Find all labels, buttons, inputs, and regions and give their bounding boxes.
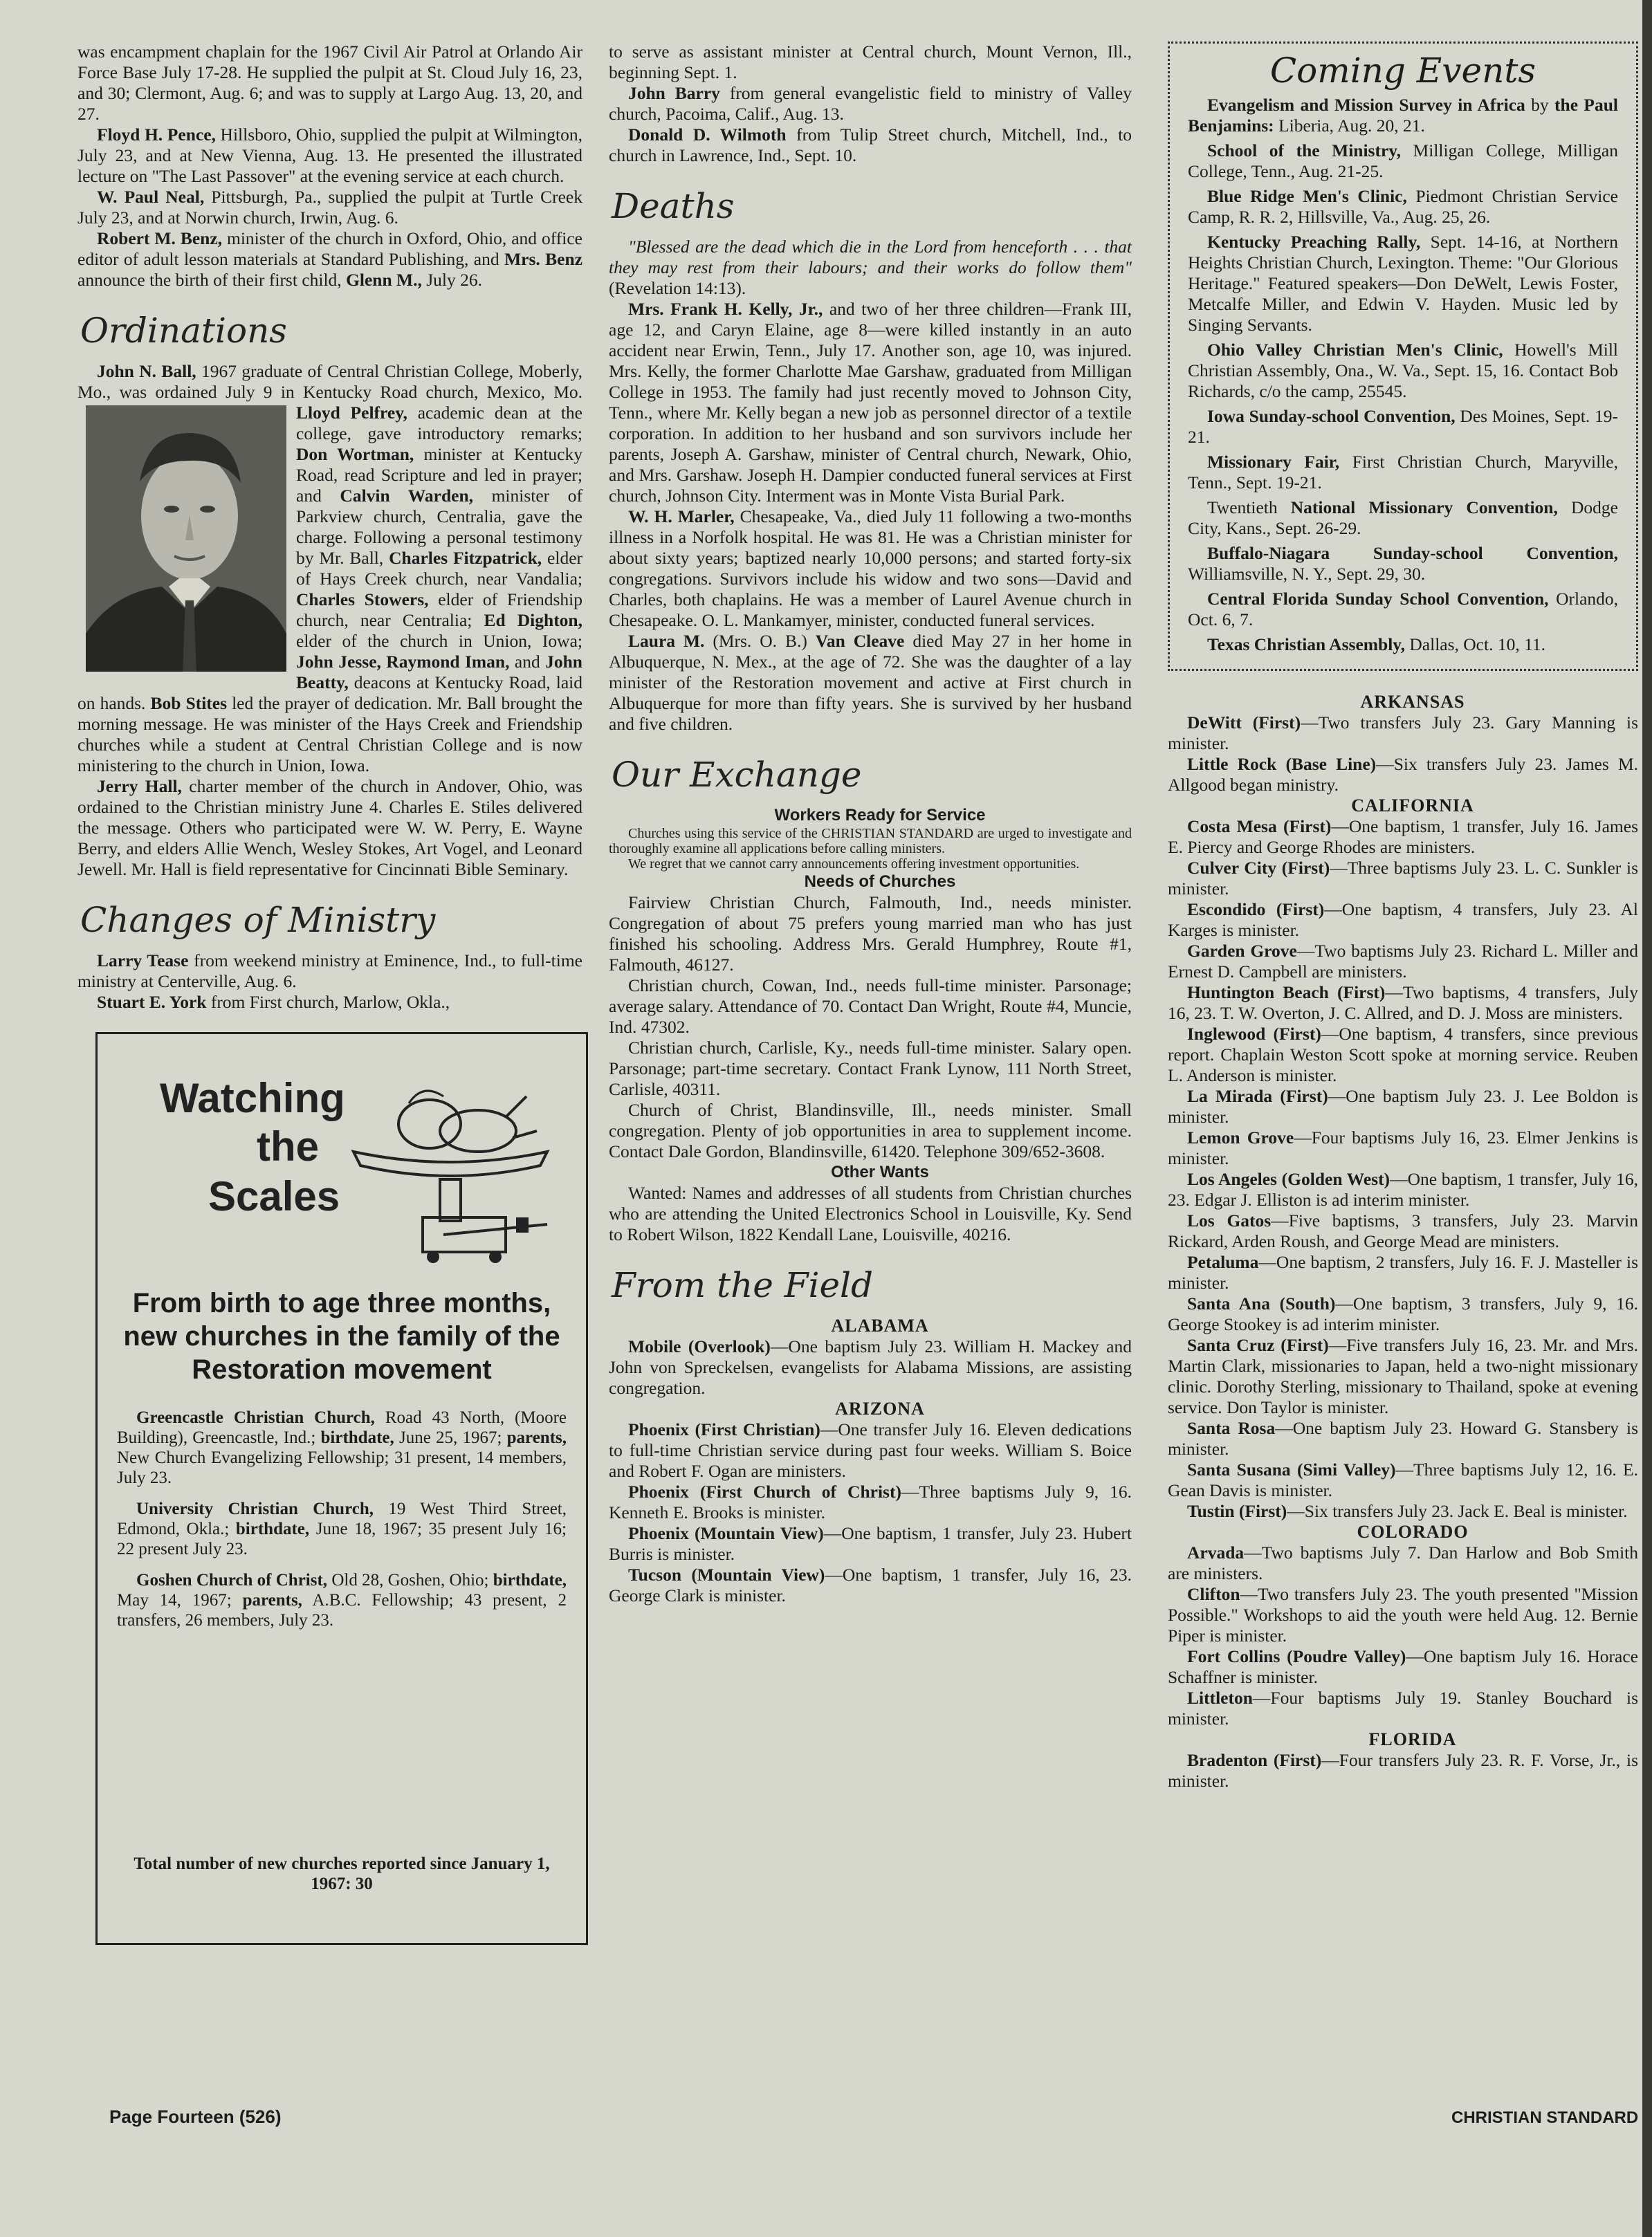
paragraph: Bradenton (First)—Four transfers July 23. R. F. Vorse, Jr., is minister.: [1168, 1750, 1639, 1791]
paragraph: Phoenix (Mountain View)—One baptism, 1 transfer, July 23. Hubert Burris is minister.: [609, 1523, 1132, 1564]
paragraph: Donald D. Wilmoth from Tulip Street church, Mitchell, Ind., to church in Lawrence, Ind., Sept. 10.: [609, 125, 1132, 165]
paragraph: Costa Mesa (First)—One baptism, 1 transfer, July 16. James E. Piercy and George Rhodes are ministers.: [1168, 816, 1638, 857]
paragraph: Santa Susana (Simi Valley)—Three baptisms July 12, 16. E. Gean Davis is minister.: [1168, 1460, 1638, 1500]
list-item: University Christian Church, 19 West Third Street, Edmond, Okla.; birthdate, June 18, 1967; 35 present July 16; 22 present July 23.: [117, 1500, 567, 1558]
event-item: Kentucky Preaching Rally, Sept. 14-16, at Northern Heights Christian Church, Lexington. Theme: "Our Glorious Heritage." Featured speakers—Don DeWelt, Lewis Foster, Metcalfe Miller, and Edwin V. Hayden. Music led by Singing Servants.: [1188, 232, 1618, 335]
paragraph: Culver City (First)—Three baptisms July 23. L. C. Sunkler is minister.: [1168, 858, 1638, 899]
event-item: Ohio Valley Christian Men's Clinic, Howell's Mill Christian Assembly, Ona., W. Va., Sept. 15, 16. Contact Bob Richards, c/o the camp, 25545.: [1188, 340, 1618, 401]
paragraph: Santa Cruz (First)—Five transfers July 16, 23. Mr. and Mrs. Martin Clark, missionaries to Japan, held a two-night missionary clinic. Dorothy Sterling, missionary to Thailand, spoke at evening service. Don Taylor is minister.: [1168, 1335, 1638, 1417]
paragraph: Robert M. Benz, minister of the church in Oxford, Ohio, and office editor of adult lesson materials at Standard Publishing, and Mrs. Benz announce the birth of their first child, Glenn M., July 26.: [77, 228, 582, 290]
paragraph: Fort Collins (Poudre Valley)—One baptism July 16. Horace Schaffner is minister.: [1168, 1646, 1638, 1687]
page-binding-edge: [1642, 0, 1652, 2237]
coming-events-box: [1168, 42, 1638, 671]
column-middle: [609, 42, 1132, 1606]
paragraph: Tustin (First)—Six transfers July 23. Jack E. Beal is minister.: [1187, 1501, 1628, 1521]
paragraph: Little Rock (Base Line)—Six transfers July 23. James M. Allgood began ministry.: [1168, 754, 1638, 795]
paragraph: Floyd H. Pence, Hillsboro, Ohio, supplied the pulpit at Wilmington, July 23, and at New Vienna, Aug. 13. He presented the illustrated lecture on "The Last Passover" at the evening service at each church.: [77, 125, 582, 186]
paragraph: Lemon Grove—Four baptisms July 16, 23. Elmer Jenkins is minister.: [1168, 1127, 1639, 1168]
section-heading-ordinations: Ordinations: [80, 311, 287, 351]
section-heading-coming-events: Coming Events: [1269, 50, 1536, 91]
event-item: Central Florida Sunday School Convention, Orlando, Oct. 6, 7.: [1188, 589, 1619, 629]
event-item: Blue Ridge Men's Clinic, Piedmont Christian Service Camp, R. R. 2, Hillsville, Va., Aug. 25, 26.: [1188, 186, 1618, 227]
paragraph: Fairview Christian Church, Falmouth, Ind., needs minister. Congregation of about 75 prefers young married man who has just finished his schooling. Address Mrs. Gerald Humphrey, Route #1, Falmouth, 46127.: [609, 892, 1132, 975]
paragraph: Tucson (Mountain View)—One baptism, 1 transfer, July 16, 23. George Clark is minister.: [609, 1565, 1132, 1605]
event-item: Iowa Sunday-school Convention, Des Moines, Sept. 19-21.: [1188, 406, 1619, 447]
paragraph: Huntington Beach (First)—Two baptisms, 4 transfers, July 16, 23. T. W. Overton, J. C. Allred, and D. J. Moss are ministers.: [1168, 982, 1638, 1023]
paragraph: John N. Ball, 1967 graduate of Central Christian College, Moberly, Mo., was ordained July 9 in Kentucky Road church, Mexico, Mo. Lloyd Pelfrey, academic dean at the college, gave introductory remarks; Don Wortman, minister at Kentucky Road, read Scripture and led in prayer; and Calvin Warden, minister of Parkview church, Centralia, gave the charge. Following a personal testimony by Mr. Ball, Charles Fitzpatrick, elder of Hays Creek church, near Vandalia; Charles Stowers, elder of Friendship church, near Centralia; Ed Dighton, elder of the church in Union, Iowa; John Jesse, Raymond Iman, and John Beatty, deacons at Kentucky Road, laid on hands. Bob Stites led the prayer of dedication. Mr. Ball brought the morning message. He was minister of the Hays Creek and Friendship churches while a student at Central Christian College and is now ministering to the church in Union, Iowa.: [77, 361, 583, 775]
event-item: Buffalo-Niagara Sunday-school Convention, Williamsville, N. Y., Sept. 29, 30.: [1188, 543, 1618, 584]
state-heading: ARKANSAS: [1360, 692, 1465, 712]
section-heading-changes-of-ministry: Changes of Ministry: [80, 900, 436, 940]
list-item: Greencastle Christian Church, Road 43 North, (Moore Building), Greencastle, Ind.; birthdate, June 25, 1967; parents, New Church Evangelizing Fellowship; 31 present, 14 members, July 23.: [117, 1408, 567, 1487]
paragraph: was encampment chaplain for the 1967 Civil Air Patrol at Orlando Air Force Base July 17-28. He supplied the pulpit at St. Cloud July 16, 23, and 30; Clermont, Aug. 6; and was to supply at Largo Aug. 13, 20, and 27.: [77, 42, 582, 124]
paragraph: Petaluma—One baptism, 2 transfers, July 16. F. J. Masteller is minister.: [1168, 1252, 1638, 1293]
subheading-needs-of-churches: Needs of Churches: [804, 872, 956, 891]
paragraph: Larry Tease from weekend ministry at Eminence, Ind., to full-time ministry at Centerville, Aug. 6.: [77, 950, 582, 991]
publication-name: CHRISTIAN STANDARD: [1451, 2108, 1639, 2127]
list-item: Goshen Church of Christ, Old 28, Goshen, Ohio; birthdate, May 14, 1967; parents, A.B.C. Fellowship; 43 present, 2 transfers, 26 members, July 23.: [117, 1571, 567, 1630]
paragraph: Laura M. (Mrs. O. B.) Van Cleave died May 27 in her home in Albuquerque, N. Mex., at the age of 72. She was the daughter of a lay minister of the Restoration movement and active at First church in Albuquerque for more than fifty years. She is survived by her husband and five children.: [609, 631, 1132, 734]
state-heading: ALABAMA: [831, 1316, 929, 1336]
paragraph: Christian church, Cowan, Ind., needs full-time minister. Parsonage; average salary. Attendance of 70. Contact Dan Wright, Route #4, Muncie, Ind. 47302.: [609, 975, 1132, 1037]
paragraph: Mrs. Frank H. Kelly, Jr., and two of her three children—Frank III, age 12, and Caryn Elaine, age 8—were killed instantly in an auto accident near Erwin, Tenn., July 17. Another son, age 10, was injured. Mrs. Kelly, the former Charlotte Mae Garshaw, graduated from Milligan College in 1953. The family had just recently moved to Johnson City, Tenn., where Mr. Kelly began a new job as personnel director of a textile corporation. In addition to her husband and son survivors include her parents, Joseph A. Garshaw, minister of Central church, Newark, Ohio, and Mrs. Garshaw. Joseph H. Dampier conducted funeral services at First church, Johnson City. Interment was in Monte Vista Burial Park.: [609, 299, 1132, 506]
note: Churches using this service of the CHRISTIAN STANDARD are urged to investigate and thoroughly examine all applications before calling ministers.: [609, 826, 1132, 856]
paragraph: Phoenix (First Christian)—One transfer July 16. Eleven dedications to full-time Christian service during past four weeks. William S. Boice and Robert F. Ogan are ministers.: [609, 1419, 1132, 1481]
paragraph: John Barry from general evangelistic field to ministry of Valley church, Pacoima, Calif., Aug. 13.: [609, 83, 1132, 124]
paragraph: Mobile (Overlook)—One baptism July 23. William H. Mackey and John von Spreckelsen, evangelists for Alabama Missions, are assisting congregation.: [609, 1336, 1132, 1398]
paragraph: Stuart E. York from First church, Marlow, Okla.,: [97, 992, 450, 1012]
paragraph: Wanted: Names and addresses of all students from Christian churches who are attending the United Electronics School in Louisville, Ky. Send to Robert Wilson, 1822 Kendall Lane, Louisville, 40216.: [609, 1183, 1132, 1244]
ad-title-scales: Scales: [208, 1173, 340, 1219]
subheading-workers-ready: Workers Ready for Service: [774, 806, 986, 825]
page-number: Page Fourteen (526): [109, 2106, 282, 2127]
paragraph: Santa Rosa—One baptism July 23. Howard G. Stansbery is minister.: [1168, 1418, 1638, 1459]
paragraph: DeWitt (First)—Two transfers July 23. Gary Manning is minister.: [1168, 712, 1639, 753]
paragraph: Church of Christ, Blandinsville, Ill., needs minister. Small congregation. Plenty of job opportunities in area to supplement income. Contact Dale Gordon, Blandinsville, 61420. Telephone 309/652-3608.: [609, 1100, 1132, 1161]
section-heading-our-exchange: Our Exchange: [612, 755, 862, 795]
paragraph: Jerry Hall, charter member of the church in Andover, Ohio, was ordained to the Christian ministry June 4. Charles E. Stiles delivered the message. Others who participated were W. W. Perry, E. Wayne Berry, and elders Allie Wench, Wesley Stokes, Art Vogel, and Leonard Jewell. Mr. Hall is field representative for Cincinnati Bible Seminary.: [77, 776, 582, 879]
paragraph: Christian church, Carlisle, Ky., needs full-time minister. Salary open. Parsonage; part-time secretary. Contact Frank Lynow, 111 North Street, Carlisle, 40311.: [609, 1038, 1132, 1099]
column-left: [77, 42, 582, 1945]
paragraph: Arvada—Two baptisms July 7. Dan Harlow and Bob Smith are ministers.: [1168, 1543, 1638, 1583]
watching-the-scales-box: [95, 1032, 588, 1945]
paragraph: Los Gatos—Five baptisms, 3 transfers, July 23. Marvin Rickard, Arden Roush, and George Mead are ministers.: [1168, 1210, 1639, 1251]
paragraph: W. Paul Neal, Pittsburgh, Pa., supplied the pulpit at Turtle Creek July 23, and at Norwin church, Irwin, Aug. 6.: [77, 187, 582, 228]
paragraph: La Mirada (First)—One baptism July 23. J. Lee Boldon is minister.: [1168, 1086, 1638, 1127]
ad-title-the: the: [257, 1123, 319, 1170]
paragraph: Garden Grove—Two baptisms July 23. Richard L. Miller and Ernest D. Campbell are ministers.: [1168, 941, 1638, 982]
ad-total: Total number of new churches reported since January 1, 1967: 30: [134, 1854, 550, 1893]
state-heading: ARIZONA: [835, 1399, 925, 1419]
subheading-other-wants: Other Wants: [831, 1163, 929, 1181]
event-item: Evangelism and Mission Survey in Africa by the Paul Benjamins: Liberia, Aug. 20, 21.: [1188, 95, 1618, 136]
scripture-quote: "Blessed are the dead which die in the Lord from henceforth . . . that they may rest from their labours; and their works do follow them" (Revelation 14:13).: [609, 237, 1132, 298]
ad-title-watching: Watching: [160, 1075, 345, 1121]
paragraph: Los Angeles (Golden West)—One baptism, 1 transfer, July 16, 23. Edgar J. Elliston is ad interim minister.: [1168, 1169, 1639, 1210]
paragraph: Inglewood (First)—One baptism, 4 transfers, since previous report. Chaplain Weston Scott spoke at morning service. Reuben L. Anderson is minister.: [1168, 1024, 1638, 1085]
section-heading-deaths: Deaths: [612, 186, 735, 226]
column-right: [1168, 42, 1638, 1792]
paragraph: to serve as assistant minister at Central church, Mount Vernon, Ill., beginning Sept. 1.: [609, 42, 1132, 82]
paragraph: Escondido (First)—One baptism, 4 transfers, July 23. Al Karges is minister.: [1168, 899, 1638, 940]
baby-scale-illustration: [347, 1076, 554, 1274]
new-churches-list: [117, 1408, 567, 1641]
state-heading: CALIFORNIA: [1351, 795, 1474, 816]
ad-lead-text: From birth to age three months, new churches in the family of the Restoration movement: [123, 1288, 560, 1385]
event-item: School of the Ministry, Milligan College, Milligan College, Tenn., Aug. 21-25.: [1188, 140, 1618, 181]
state-heading: FLORIDA: [1368, 1729, 1457, 1749]
paragraph: W. H. Marler, Chesapeake, Va., died July 11 following a two-months illness in a Norfolk hospital. He was 81. He was a Christian minister for about sixty years; baptized nearly 10,000 persons; and started forty-six congregations. Survivors include his widow and two sons—David and Charles, both chaplains. He was a member of Laurel Avenue church in Chesapeake. O. L. Mankamyer, minister, conducted funeral services.: [609, 506, 1132, 630]
paragraph: Phoenix (First Church of Christ)—Three baptisms July 9, 16. Kenneth E. Brooks is minister.: [609, 1482, 1132, 1522]
paragraph: Clifton—Two transfers July 23. The youth presented "Mission Possible." Workshops to aid the youth were held Aug. 12. Bernie Piper is minister.: [1168, 1584, 1638, 1646]
note: We regret that we cannot carry announcements offering investment opportunities.: [628, 856, 1080, 872]
event-item: Missionary Fair, First Christian Church, Maryville, Tenn., Sept. 19-21.: [1188, 452, 1618, 492]
event-item: Twentieth National Missionary Convention, Dodge City, Kans., Sept. 26-29.: [1188, 497, 1619, 538]
paragraph: Littleton—Four baptisms July 19. Stanley Bouchard is minister.: [1168, 1688, 1638, 1729]
event-item: Texas Christian Assembly, Dallas, Oct. 10, 11.: [1207, 634, 1546, 654]
section-heading-from-the-field: From the Field: [612, 1265, 874, 1305]
paragraph: Santa Ana (South)—One baptism, 3 transfers, July 9, 16. George Stookey is ad interim minister.: [1168, 1294, 1638, 1334]
state-heading: COLORADO: [1357, 1522, 1469, 1542]
portrait-photo: [86, 405, 286, 672]
